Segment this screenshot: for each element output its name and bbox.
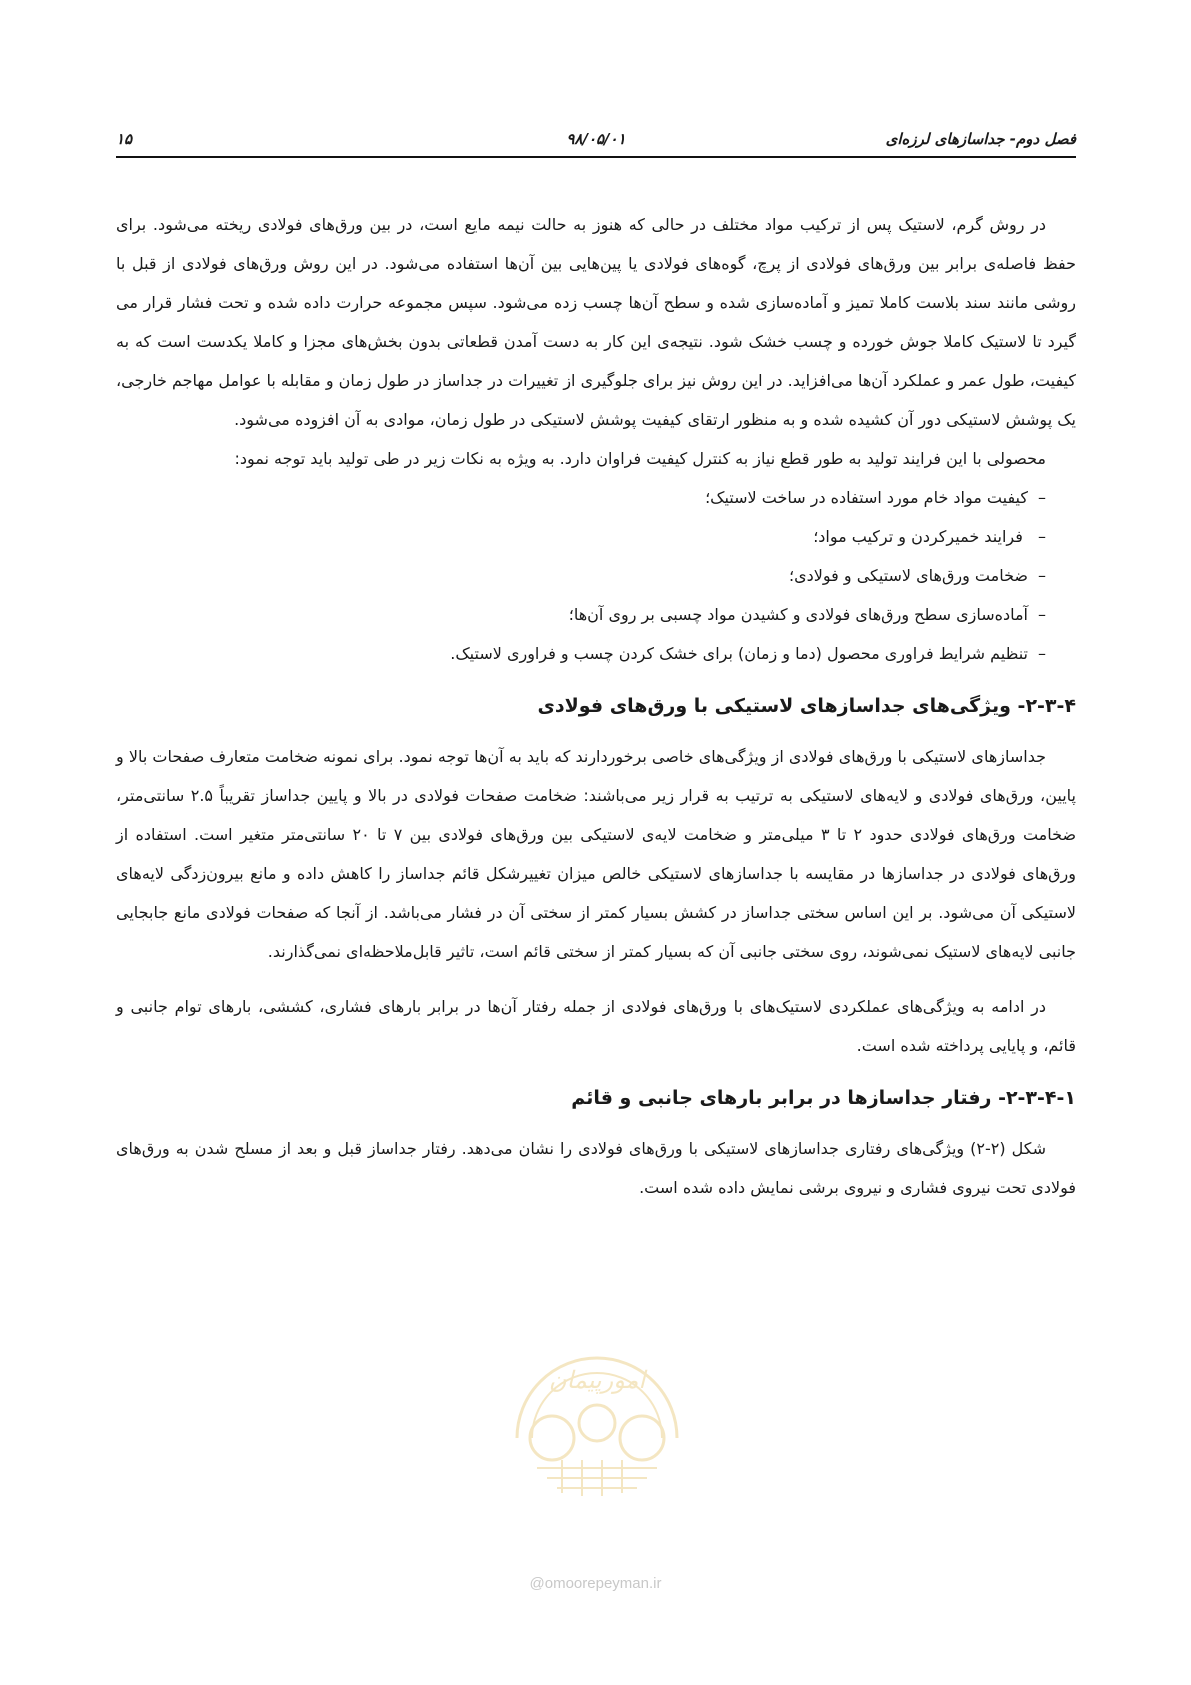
header-date: ۹۸/۰۵/۰۱ [566, 130, 626, 148]
section-heading-behavior: ۲-۳-۴-۱- رفتار جداسازها در برابر بارهای جانبی و قائم [571, 1087, 1076, 1109]
chapter-title: فصل دوم- جداسازهای لرزه‌ای [885, 130, 1076, 148]
watermark-logo-text: امورپیمان [548, 1366, 646, 1394]
bullet-dash: – [1038, 566, 1046, 585]
paragraph-hot-method: در روش گرم، لاستیک پس از ترکیب مواد مختلف در حالی که هنوز به حالت نیمه مایع است، در بین ورق‌های فولادی ریخته می‌شود. برای حفظ فاصله‌ی برابر بین ورق‌های فولادی از پرچ، گوه‌های فولادی یا پین‌هایی بین آن‌ها استفاده می‌شود. در این روش ورق‌های فولادی از قبل با روشی مانند سند بلاست کاملا تمیز و آماده‌سازی شده و سطح آن‌ها چسب زده می‌شود. سپس مجموعه حرارت داده شده و تحت فشار قرار می گیرد تا لاستیک کاملا جوش خورده و چسب خشک شود. نتیجه‌ی این کار به دست آمدن قطعاتی بدون بخش‌های مجزا و کاملا یکدست است که به کیفیت، طول عمر و عملکرد آن‌ها می‌افزاید. در این روش نیز برای جلوگیری از تغییرات در جداساز در طول زمان و مقابله با عوامل مهاجم خارجی، یک پوشش لاستیکی دور آن کشیده شده و به منظور ارتقای کیفیت پوشش لاستیکی در طول زمان، موادی به آن افزوده می‌شود. [116, 215, 1076, 429]
bullet-dash: – [1038, 605, 1046, 624]
page-number: ۱۵ [116, 130, 133, 148]
list-item: –کیفیت مواد خام مورد استفاده در ساخت لاستیک؛ [116, 478, 1046, 517]
section-heading-features: ۲-۳-۴- ویژگی‌های جداسازهای لاستیکی با ورق‌های فولادی [537, 695, 1076, 717]
paragraph-features: جداسازهای لاستیکی با ورق‌های فولادی از ویژگی‌های خاصی برخوردارند که باید به آن‌ها توجه نمود. برای نمونه ضخامت متعارف صفحات بالا و پایین، ورق‌های فولادی و لایه‌های لاستیکی به ترتیب به قرار زیر می‌باشند: ضخامت صفحات فولادی در بالا و پایین جداساز تقریباً ۲.۵ سانتی‌متر، ضخامت ورق‌های فولادی حدود ۲ تا ۳ میلی‌متر و ضخامت لایه‌ی لاستیکی بین ورق‌های فولادی بین ۷ تا ۲۰ سانتی‌متر متغیر است. استفاده از ورق‌های فولادی در جداسازها در مقایسه با جداسازهای لاستیکی خالص میزان تغییرشکل قائم جداساز را کاهش داده و مانع بیرون‌زدگی لایه‌های لاستیکی آن می‌شود. بر این اساس سختی جداساز در کشش بسیار کمتر از سختی آن در فشار می‌باشد. از آنجا که صفحات فولادی مانع جابجایی جانبی لایه‌های لاستیک نمی‌شوند، روی سختی جانبی آن که بسیار کمتر از سختی قائم است، تاثیر قابل‌ملاحظه‌ای نمی‌گذارند. [116, 747, 1077, 961]
paragraph-figure-reference: شکل (۲-۲) ویژگی‌های رفتاری جداسازهای لاستیکی با ورق‌های فولادی را نشان می‌دهد. رفتار جداساز قبل و بعد از مسلح شدن به ورق‌های فولادی تحت نیروی فشاری و نیروی برشی نمایش داده شده است. [116, 1139, 1076, 1197]
watermark-url: @omoorepeyman.ir [529, 1575, 662, 1592]
bullet-dash: – [1038, 644, 1046, 663]
paragraph-performance: در ادامه به ویژگی‌های عملکردی لاستیک‌های با ورق‌های فولادی از جمله رفتار آن‌ها در برابر بارهای فشاری، کششی، بارهای توام جانبی و قائم، و پایایی پرداخته شده است. [116, 997, 1076, 1055]
watermark-logo [492, 1318, 702, 1508]
bullet-dash: – [1038, 488, 1046, 507]
list-item: –ضخامت ورق‌های لاستیکی و فولادی؛ [116, 556, 1046, 595]
list-item: –تنظیم شرایط فراوری محصول (دما و زمان) برای خشک کردن چسب و فراوری لاستیک. [116, 634, 1046, 673]
bullet-dash: – [1038, 527, 1046, 546]
page-header [116, 124, 1076, 158]
quality-control-list [116, 478, 1076, 673]
list-item: –آماده‌سازی سطح ورق‌های فولادی و کشیدن مواد چسبی بر روی آن‌ها؛ [116, 595, 1046, 634]
quality-control-intro: محصولی با این فرایند تولید به طور قطع نیاز به کنترل کیفیت فراوان دارد. به ویژه به نکات زیر در طی تولید باید توجه نمود: [234, 449, 1046, 468]
page-content [116, 205, 1076, 1207]
list-item: – فرایند خمیرکردن و ترکیب مواد؛ [116, 517, 1046, 556]
